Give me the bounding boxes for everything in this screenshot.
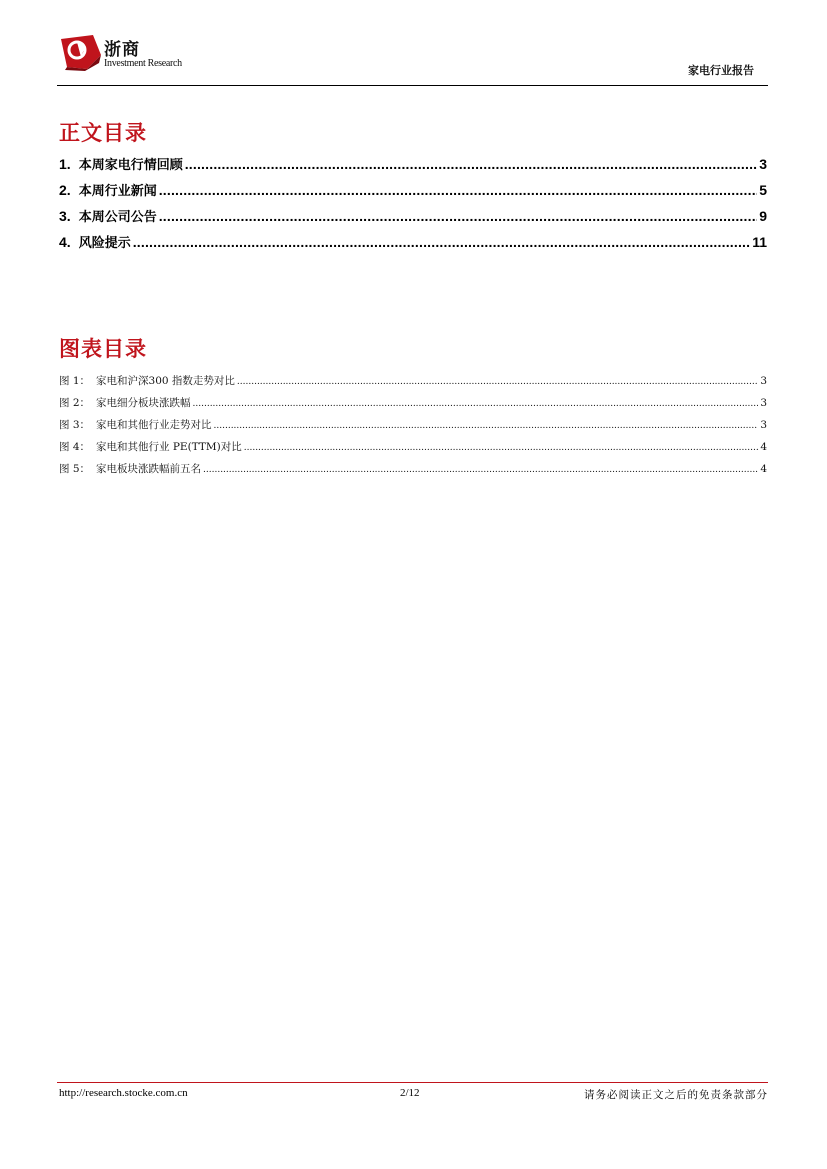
figure-item[interactable]: [59, 392, 767, 414]
figure-page: 3: [760, 419, 767, 431]
report-type: 家电行业报告: [688, 64, 754, 77]
footer-url-link[interactable]: http://research.stocke.com.cn: [59, 1087, 188, 1099]
toc-item[interactable]: [59, 203, 767, 229]
toc-item-page: 5: [759, 182, 767, 198]
header-divider: [57, 85, 768, 86]
figure-text: 家电和其他行业走势对比: [96, 419, 212, 431]
figure-label: 图 4：: [59, 441, 91, 453]
figure-text: 家电和其他行业 PE(TTM)对比: [96, 441, 242, 453]
figure-page: 3: [760, 375, 767, 387]
toc-item-text: 风险提示: [78, 236, 131, 251]
toc-title: 正文目录: [59, 121, 147, 145]
figure-text: 家电板块涨跌幅前五名: [96, 463, 202, 475]
footer-divider: [57, 1082, 768, 1083]
toc-item-number: 1.: [59, 156, 71, 172]
leader-dots: [214, 414, 759, 437]
toc-item-text: 本周公司公告: [78, 210, 157, 225]
toc-item-number: 2.: [59, 182, 71, 198]
leader-dots: [237, 370, 758, 393]
leader-dots: [159, 177, 758, 203]
figure-item[interactable]: [59, 414, 767, 436]
figure-item[interactable]: [59, 370, 767, 392]
logo-cn-text: 浙商: [104, 40, 140, 60]
figure-text: 家电细分板块涨跌幅: [96, 397, 191, 409]
toc-item-page: 11: [752, 234, 767, 250]
leader-dots: [244, 436, 759, 459]
leader-dots: [203, 458, 758, 481]
toc-item-page: 9: [759, 208, 767, 224]
toc-item-page: 3: [759, 156, 767, 172]
leader-dots: [159, 203, 758, 229]
stocke-logo-icon: [57, 33, 103, 71]
leader-dots: [133, 229, 750, 255]
toc-item-number: 3.: [59, 208, 71, 224]
page-header: [57, 28, 768, 86]
figure-item[interactable]: [59, 458, 767, 480]
figure-label: 图 1：: [59, 375, 91, 387]
figure-text: 家电和沪深300 指数走势对比: [96, 375, 235, 387]
figure-item[interactable]: [59, 436, 767, 458]
toc-item[interactable]: [59, 229, 767, 255]
figure-label: 图 2：: [59, 397, 91, 409]
figure-page: 4: [760, 463, 767, 475]
toc-item-text: 本周行业新闻: [78, 184, 157, 199]
toc-item-text: 本周家电行情回顾: [78, 158, 183, 173]
figure-label: 图 5：: [59, 463, 91, 475]
logo-en-text: Investment Research: [104, 58, 182, 69]
toc-list: [59, 151, 767, 255]
figure-page: 4: [760, 441, 767, 453]
toc-item[interactable]: [59, 151, 767, 177]
leader-dots: [185, 151, 758, 177]
figure-label: 图 3：: [59, 419, 91, 431]
figures-title: 图表目录: [59, 337, 147, 361]
figure-list: [59, 370, 767, 480]
leader-dots: [193, 392, 759, 415]
figure-page: 3: [760, 397, 767, 409]
toc-item-number: 4.: [59, 234, 71, 250]
page-number: 2/12: [400, 1087, 420, 1099]
disclaimer-note: 请务必阅读正文之后的免责条款部分: [584, 1089, 768, 1101]
toc-item[interactable]: [59, 177, 767, 203]
